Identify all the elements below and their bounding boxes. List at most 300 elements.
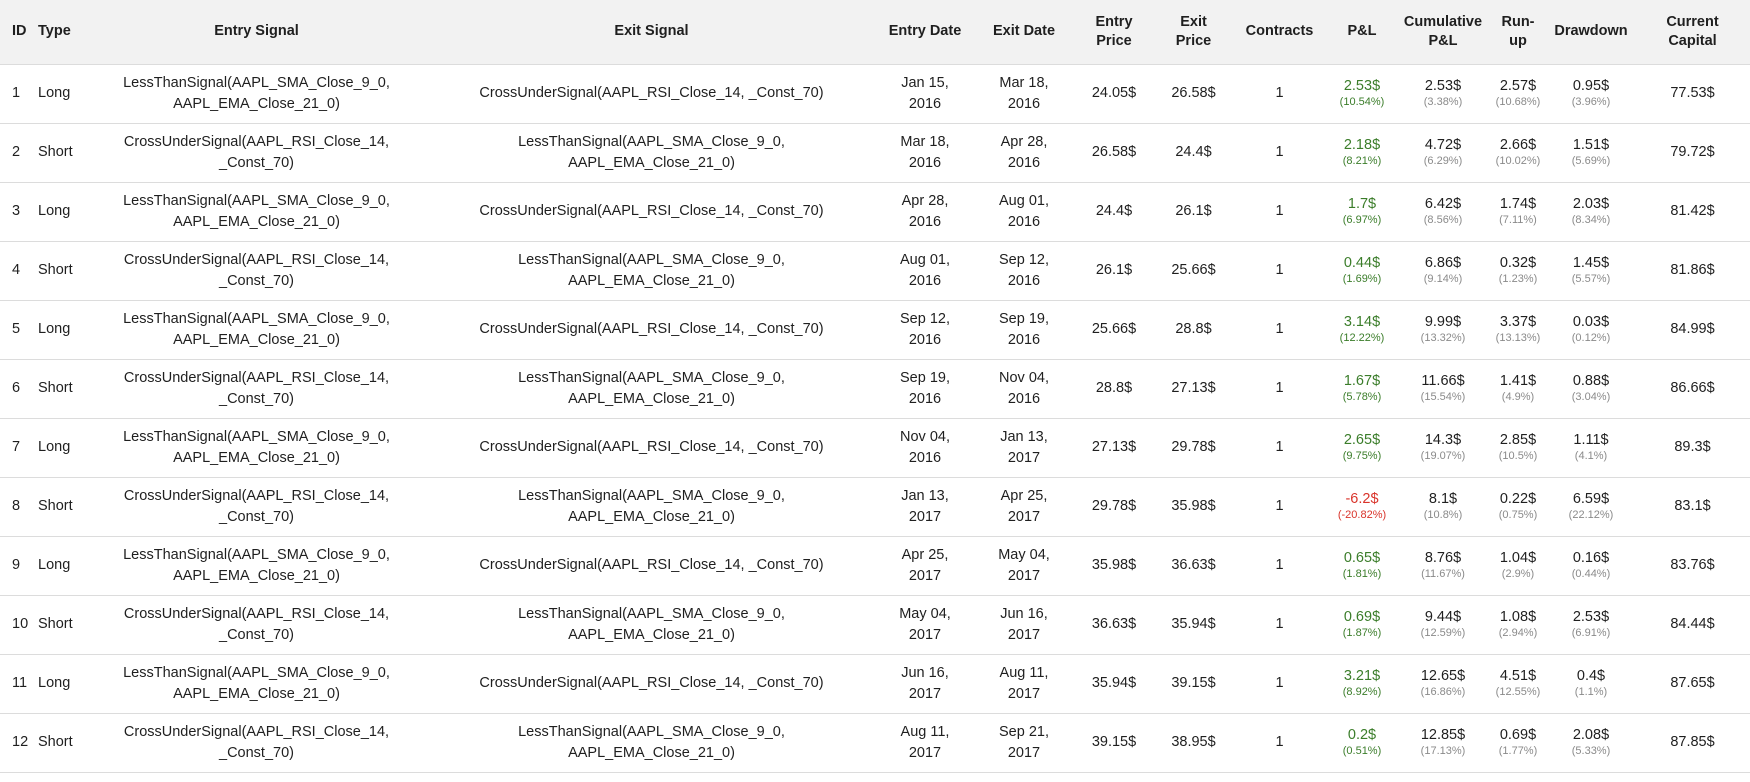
drawdown-value: 2.53$	[1572, 609, 1610, 625]
cell-cum-pnl	[1397, 595, 1489, 654]
signal-line: AAPL_EMA_Close_21_0)	[568, 390, 735, 407]
cell-exit-price	[1155, 241, 1232, 300]
exit-signal-text	[432, 722, 871, 764]
cell-entry-price	[1073, 418, 1155, 477]
cell-cum-pnl	[1397, 359, 1489, 418]
cell-contracts	[1232, 300, 1327, 359]
cell-exit-date	[975, 654, 1073, 713]
cell-contracts	[1232, 123, 1327, 182]
column-header-label: Cumulative	[1403, 13, 1483, 30]
table-body	[0, 64, 1750, 772]
signal-line: AAPL_EMA_Close_21_0)	[568, 508, 735, 525]
cell-type	[30, 123, 85, 182]
entry-price-value: 28.8$	[1095, 380, 1133, 396]
cell-cum-pnl	[1397, 654, 1489, 713]
table-row[interactable]	[0, 477, 1750, 536]
exit-date-line: Jan 13,	[1000, 428, 1048, 445]
cell-exit-date	[975, 64, 1073, 123]
column-header-label: Entry	[1095, 13, 1133, 30]
cell-entry-date	[875, 654, 975, 713]
cell-drawdown	[1547, 477, 1635, 536]
signal-line: LessThanSignal(AAPL_SMA_Close_9_0,	[518, 723, 785, 740]
trade-id: 2	[12, 144, 21, 160]
cell-exit-price	[1155, 300, 1232, 359]
column-header-cum-pnl[interactable]	[1397, 0, 1489, 64]
cell-entry-date	[875, 595, 975, 654]
column-header-label: Drawdown	[1554, 23, 1628, 40]
column-header-label: Price	[1175, 32, 1212, 49]
cum-pnl-value: 8.1$	[1428, 491, 1458, 507]
cell-exit-date	[975, 182, 1073, 241]
contracts-value: 1	[1275, 321, 1284, 337]
column-header-label: Entry Signal	[214, 23, 299, 40]
cum-pnl-value: 6.86$	[1424, 255, 1462, 271]
drawdown-percent: (3.96%)	[1571, 96, 1611, 108]
signal-line: CrossUnderSignal(AAPL_RSI_Close_14, _Const_70)	[123, 605, 390, 643]
exit-date-line: 2017	[1007, 508, 1041, 525]
table-row[interactable]	[0, 654, 1750, 713]
cell-drawdown	[1547, 64, 1635, 123]
column-header-label: Contracts	[1245, 23, 1314, 40]
runup-percent: (7.11%)	[1499, 214, 1537, 226]
cell-capital	[1635, 300, 1750, 359]
cell-exit-date	[975, 359, 1073, 418]
cell-pnl	[1327, 123, 1397, 182]
cell-exit-date	[975, 418, 1073, 477]
cell-runup	[1489, 477, 1547, 536]
exit-signal-text	[432, 486, 871, 528]
cell-type	[30, 418, 85, 477]
pnl-percent: (1.81%)	[1342, 568, 1382, 580]
column-header-label: ID	[12, 23, 27, 40]
trade-id: 9	[12, 557, 21, 573]
entry-signal-text	[89, 73, 424, 115]
cell-exit-price	[1155, 536, 1232, 595]
table-row[interactable]	[0, 595, 1750, 654]
cell-capital	[1635, 654, 1750, 713]
cell-id	[0, 182, 30, 241]
runup-value: 3.37$	[1499, 314, 1537, 330]
entry-date-line: Aug 01,	[900, 251, 950, 268]
column-header-label: Price	[1096, 32, 1132, 49]
signal-line: AAPL_EMA_Close_21_0)	[173, 567, 340, 584]
trade-type: Short	[38, 380, 73, 396]
column-header-id[interactable]	[0, 0, 30, 64]
entry-signal-text	[89, 427, 424, 469]
cell-type	[30, 182, 85, 241]
column-header-label: Type	[38, 23, 71, 40]
capital-value: 77.53$	[1670, 85, 1715, 101]
cell-entry-signal	[85, 300, 428, 359]
cell-type	[30, 654, 85, 713]
runup-value: 0.22$	[1499, 491, 1537, 507]
exit-price-value: 36.63$	[1171, 557, 1216, 573]
trade-type: Long	[38, 675, 71, 691]
entry-date-line: 2016	[908, 154, 942, 171]
signal-line: AAPL_EMA_Close_21_0)	[173, 213, 340, 230]
signal-line: LessThanSignal(AAPL_SMA_Close_9_0,	[518, 133, 785, 150]
cell-capital	[1635, 536, 1750, 595]
exit-price-value: 28.8$	[1175, 321, 1212, 337]
entry-date-line: Jan 15,	[901, 74, 949, 91]
table-row[interactable]	[0, 359, 1750, 418]
drawdown-percent: (8.34%)	[1571, 214, 1611, 226]
contracts-value: 1	[1275, 439, 1284, 455]
cell-capital	[1635, 241, 1750, 300]
cell-runup	[1489, 418, 1547, 477]
cell-pnl	[1327, 654, 1397, 713]
trade-type: Short	[38, 144, 73, 160]
cell-entry-signal	[85, 654, 428, 713]
cell-exit-signal	[428, 359, 875, 418]
signal-line: AAPL_EMA_Close_21_0)	[173, 449, 340, 466]
column-header-label: Run-	[1501, 13, 1535, 30]
trade-type: Long	[38, 203, 71, 219]
entry-price-value: 24.4$	[1095, 203, 1133, 219]
exit-price-value: 24.4$	[1175, 144, 1212, 160]
cell-drawdown	[1547, 359, 1635, 418]
entry-price-value: 26.1$	[1095, 262, 1133, 278]
cell-entry-signal	[85, 359, 428, 418]
pnl-percent: (1.87%)	[1342, 627, 1382, 639]
pnl-percent: (0.51%)	[1342, 745, 1382, 757]
runup-value: 2.57$	[1499, 78, 1537, 94]
capital-value: 84.99$	[1670, 321, 1715, 337]
cell-exit-price	[1155, 182, 1232, 241]
cell-drawdown	[1547, 182, 1635, 241]
signal-line: CrossUnderSignal(AAPL_RSI_Close_14, _Const_70)	[479, 321, 824, 337]
exit-date-line: 2017	[1007, 685, 1041, 702]
cell-entry-date	[875, 359, 975, 418]
exit-signal-text	[432, 368, 871, 410]
entry-date-line: 2017	[908, 626, 942, 643]
contracts-value: 1	[1275, 380, 1284, 396]
cum-pnl-value: 14.3$	[1424, 432, 1462, 448]
runup-percent: (10.68%)	[1495, 96, 1541, 108]
cell-pnl	[1327, 64, 1397, 123]
entry-price-value: 26.58$	[1091, 144, 1137, 160]
exit-date-line: Apr 25,	[1000, 487, 1048, 504]
cell-type	[30, 713, 85, 772]
cell-contracts	[1232, 713, 1327, 772]
cum-pnl-percent: (15.54%)	[1420, 391, 1466, 403]
pnl-percent: (5.78%)	[1342, 391, 1382, 403]
entry-date-line: Aug 11,	[900, 723, 950, 740]
column-header-drawdown[interactable]	[1547, 0, 1635, 64]
entry-signal-text	[89, 604, 424, 646]
cell-runup	[1489, 300, 1547, 359]
drawdown-value: 6.59$	[1572, 491, 1610, 507]
cell-entry-price	[1073, 359, 1155, 418]
exit-date-line: Mar 18,	[999, 74, 1049, 91]
column-header-label: P&L	[1347, 23, 1377, 40]
cum-pnl-value: 2.53$	[1424, 78, 1462, 94]
cell-exit-price	[1155, 418, 1232, 477]
cell-exit-price	[1155, 123, 1232, 182]
signal-line: CrossUnderSignal(AAPL_RSI_Close_14, _Const_70)	[123, 723, 390, 761]
cell-cum-pnl	[1397, 418, 1489, 477]
cell-drawdown	[1547, 123, 1635, 182]
cell-exit-price	[1155, 64, 1232, 123]
cell-capital	[1635, 359, 1750, 418]
cell-exit-signal	[428, 595, 875, 654]
column-header-exit-signal[interactable]	[428, 0, 875, 64]
pnl-value: 0.2$	[1347, 727, 1377, 743]
drawdown-value: 0.16$	[1572, 550, 1610, 566]
cell-exit-date	[975, 713, 1073, 772]
cell-id	[0, 418, 30, 477]
table-row[interactable]	[0, 182, 1750, 241]
signal-line: CrossUnderSignal(AAPL_RSI_Close_14, _Const_70)	[123, 487, 390, 525]
column-header-exit-price[interactable]	[1155, 0, 1232, 64]
capital-value: 87.85$	[1670, 734, 1715, 750]
entry-date-line: 2017	[908, 685, 942, 702]
entry-price-value: 35.94$	[1091, 675, 1137, 691]
entry-date-line: 2017	[908, 508, 942, 525]
signal-line: AAPL_EMA_Close_21_0)	[568, 626, 735, 643]
exit-date-line: 2016	[1007, 213, 1041, 230]
drawdown-value: 1.45$	[1572, 255, 1610, 271]
cell-entry-price	[1073, 654, 1155, 713]
cell-cum-pnl	[1397, 300, 1489, 359]
table-row[interactable]	[0, 418, 1750, 477]
column-header-type[interactable]	[30, 0, 85, 64]
cell-capital	[1635, 713, 1750, 772]
cell-exit-signal	[428, 477, 875, 536]
signal-line: AAPL_EMA_Close_21_0)	[173, 685, 340, 702]
exit-price-value: 35.98$	[1171, 498, 1216, 514]
signal-line: CrossUnderSignal(AAPL_RSI_Close_14, _Const_70)	[123, 369, 390, 407]
exit-date-line: 2016	[1007, 154, 1041, 171]
drawdown-percent: (5.33%)	[1571, 745, 1611, 757]
exit-date-line: Jun 16,	[1000, 605, 1048, 622]
exit-price-value: 25.66$	[1171, 262, 1216, 278]
runup-percent: (4.9%)	[1501, 391, 1535, 403]
column-header-label: up	[1509, 32, 1527, 49]
runup-percent: (10.5%)	[1498, 450, 1538, 462]
runup-value: 1.04$	[1499, 550, 1537, 566]
signal-line: AAPL_EMA_Close_21_0)	[568, 744, 735, 761]
runup-percent: (10.02%)	[1495, 155, 1541, 167]
cell-entry-price	[1073, 713, 1155, 772]
cell-entry-signal	[85, 123, 428, 182]
table-row[interactable]	[0, 300, 1750, 359]
entry-signal-text	[89, 722, 424, 764]
cell-entry-price	[1073, 241, 1155, 300]
signal-line: CrossUnderSignal(AAPL_RSI_Close_14, _Const_70)	[479, 557, 824, 573]
cell-pnl	[1327, 713, 1397, 772]
exit-date-line: Sep 19,	[999, 310, 1049, 327]
cell-exit-signal	[428, 713, 875, 772]
pnl-percent: (10.54%)	[1339, 96, 1385, 108]
entry-signal-text	[89, 545, 424, 587]
exit-date-line: 2016	[1007, 331, 1041, 348]
column-header-entry-signal[interactable]	[85, 0, 428, 64]
column-header-pnl[interactable]	[1327, 0, 1397, 64]
runup-value: 2.66$	[1499, 137, 1537, 153]
trade-id: 5	[12, 321, 21, 337]
cell-exit-price	[1155, 477, 1232, 536]
signal-line: CrossUnderSignal(AAPL_RSI_Close_14, _Const_70)	[479, 85, 824, 101]
cell-id	[0, 300, 30, 359]
entry-signal-text	[89, 309, 424, 351]
cum-pnl-percent: (8.56%)	[1423, 214, 1463, 226]
exit-date-line: 2017	[1007, 449, 1041, 466]
trade-id: 10	[12, 616, 29, 632]
cell-entry-date	[875, 241, 975, 300]
cum-pnl-percent: (12.59%)	[1420, 627, 1466, 639]
cell-entry-price	[1073, 536, 1155, 595]
drawdown-percent: (22.12%)	[1568, 509, 1614, 521]
drawdown-value: 1.11$	[1573, 432, 1609, 448]
exit-signal-text	[432, 319, 871, 340]
runup-value: 1.08$	[1499, 609, 1537, 625]
cell-contracts	[1232, 418, 1327, 477]
trade-type: Short	[38, 498, 73, 514]
cell-exit-signal	[428, 536, 875, 595]
cum-pnl-percent: (19.07%)	[1420, 450, 1466, 462]
cell-entry-signal	[85, 241, 428, 300]
exit-date-line: Aug 11,	[999, 664, 1049, 681]
signal-line: CrossUnderSignal(AAPL_RSI_Close_14, _Const_70)	[479, 203, 824, 219]
cell-drawdown	[1547, 300, 1635, 359]
entry-price-value: 25.66$	[1091, 321, 1137, 337]
exit-date-line: 2016	[1007, 272, 1041, 289]
cell-contracts	[1232, 64, 1327, 123]
trade-type: Long	[38, 85, 71, 101]
cell-entry-price	[1073, 595, 1155, 654]
signal-line: LessThanSignal(AAPL_SMA_Close_9_0,	[518, 369, 785, 386]
exit-date-line: Sep 21,	[999, 723, 1049, 740]
drawdown-percent: (1.1%)	[1574, 686, 1608, 698]
column-header-exit-date[interactable]	[975, 0, 1073, 64]
exit-price-value: 26.58$	[1171, 85, 1216, 101]
exit-signal-text	[432, 437, 871, 458]
column-header-capital[interactable]	[1635, 0, 1750, 64]
drawdown-value: 0.88$	[1572, 373, 1610, 389]
signal-line: LessThanSignal(AAPL_SMA_Close_9_0,	[123, 546, 390, 563]
cum-pnl-percent: (10.8%)	[1423, 509, 1463, 521]
pnl-percent: (12.22%)	[1339, 332, 1385, 344]
cell-entry-price	[1073, 123, 1155, 182]
runup-value: 0.32$	[1499, 255, 1537, 271]
trade-type: Short	[38, 616, 73, 632]
table-row[interactable]	[0, 241, 1750, 300]
trade-id: 1	[12, 85, 21, 101]
pnl-value: 2.53$	[1343, 78, 1381, 94]
entry-date-line: May 04,	[899, 605, 951, 622]
cell-id	[0, 359, 30, 418]
runup-percent: (13.13%)	[1495, 332, 1541, 344]
pnl-value: 3.14$	[1343, 314, 1381, 330]
table-row[interactable]	[0, 64, 1750, 123]
entry-signal-text	[89, 368, 424, 410]
table-header	[0, 0, 1750, 64]
entry-price-value: 27.13$	[1091, 439, 1137, 455]
column-header-label: Exit Date	[992, 23, 1056, 40]
cell-capital	[1635, 123, 1750, 182]
cell-exit-date	[975, 536, 1073, 595]
trade-id: 6	[12, 380, 21, 396]
drawdown-percent: (0.44%)	[1571, 568, 1611, 580]
drawdown-percent: (5.57%)	[1571, 273, 1611, 285]
cell-exit-signal	[428, 182, 875, 241]
signal-line: CrossUnderSignal(AAPL_RSI_Close_14, _Const_70)	[123, 133, 390, 171]
cell-entry-date	[875, 713, 975, 772]
trade-id: 11	[12, 675, 28, 691]
cell-drawdown	[1547, 654, 1635, 713]
column-header-contracts[interactable]	[1232, 0, 1327, 64]
cell-contracts	[1232, 241, 1327, 300]
pnl-value: 1.7$	[1347, 196, 1377, 212]
entry-price-value: 39.15$	[1091, 734, 1137, 750]
table-row[interactable]	[0, 536, 1750, 595]
cell-pnl	[1327, 241, 1397, 300]
cell-pnl	[1327, 595, 1397, 654]
cell-pnl	[1327, 182, 1397, 241]
drawdown-percent: (4.1%)	[1574, 450, 1608, 462]
entry-date-line: 2016	[908, 95, 942, 112]
signal-line: AAPL_EMA_Close_21_0)	[568, 154, 735, 171]
contracts-value: 1	[1275, 262, 1284, 278]
cell-exit-signal	[428, 123, 875, 182]
cell-contracts	[1232, 359, 1327, 418]
cell-entry-date	[875, 64, 975, 123]
cell-cum-pnl	[1397, 123, 1489, 182]
pnl-value: -6.2$	[1345, 491, 1379, 507]
trade-id: 7	[12, 439, 21, 455]
cum-pnl-percent: (17.13%)	[1420, 745, 1466, 757]
column-header-runup[interactable]	[1489, 0, 1547, 64]
entry-price-value: 29.78$	[1091, 498, 1137, 514]
cell-runup	[1489, 359, 1547, 418]
cell-entry-price	[1073, 182, 1155, 241]
table-row[interactable]	[0, 713, 1750, 772]
trade-type: Long	[38, 439, 71, 455]
cell-entry-date	[875, 182, 975, 241]
runup-value: 1.74$	[1499, 196, 1537, 212]
drawdown-percent: (5.69%)	[1571, 155, 1611, 167]
cell-exit-date	[975, 595, 1073, 654]
trade-type: Short	[38, 262, 73, 278]
cell-contracts	[1232, 182, 1327, 241]
cell-runup	[1489, 241, 1547, 300]
table-row[interactable]	[0, 123, 1750, 182]
cell-entry-signal	[85, 418, 428, 477]
trade-type: Long	[38, 557, 71, 573]
entry-date-line: Sep 19,	[900, 369, 950, 386]
cell-exit-signal	[428, 300, 875, 359]
entry-date-line: 2016	[908, 390, 942, 407]
cell-cum-pnl	[1397, 182, 1489, 241]
cell-capital	[1635, 182, 1750, 241]
exit-price-value: 38.95$	[1171, 734, 1216, 750]
cum-pnl-percent: (11.67%)	[1421, 568, 1465, 580]
column-header-entry-date[interactable]	[875, 0, 975, 64]
exit-date-line: Nov 04,	[999, 369, 1049, 386]
cell-entry-date	[875, 477, 975, 536]
cell-type	[30, 536, 85, 595]
drawdown-percent: (3.04%)	[1571, 391, 1611, 403]
cell-runup	[1489, 182, 1547, 241]
capital-value: 81.86$	[1670, 262, 1715, 278]
column-header-entry-price[interactable]	[1073, 0, 1155, 64]
pnl-percent: (6.97%)	[1342, 214, 1382, 226]
cell-type	[30, 300, 85, 359]
signal-line: CrossUnderSignal(AAPL_RSI_Close_14, _Const_70)	[123, 251, 390, 289]
contracts-value: 1	[1275, 675, 1284, 691]
exit-date-line: Sep 12,	[999, 251, 1049, 268]
